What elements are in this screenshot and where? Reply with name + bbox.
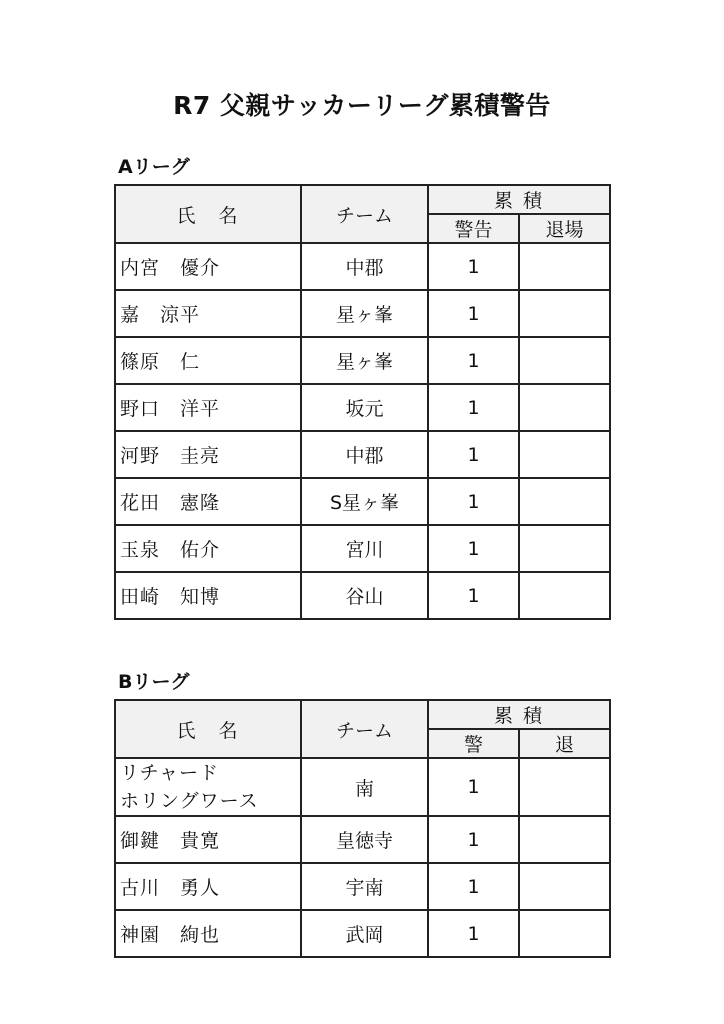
warning-count: 1 [428,816,519,863]
header-cumulative: 累 積 [428,700,610,729]
table-row [115,384,610,431]
sendoff-count [519,910,610,957]
player-team: S星ヶ峯 [301,478,428,525]
table-row [115,290,610,337]
player-name: 御鍵 貴寛 [115,816,301,863]
page-title: R7 父親サッカーリーグ累積警告 [173,91,551,120]
table-row [115,910,610,957]
player-name-line-2: ホリングワース [120,790,259,812]
player-team: 中郡 [301,243,428,290]
warning-count: 1 [428,910,519,957]
player-team: 皇徳寺 [301,816,428,863]
header-warning: 警告 [428,214,519,243]
player-name: 河野 圭亮 [115,431,301,478]
player-team: 宇南 [301,863,428,910]
player-team: 谷山 [301,572,428,619]
player-team: 星ヶ峯 [301,337,428,384]
table-row [115,758,610,816]
player-name: 田崎 知博 [115,572,301,619]
player-name [115,758,301,816]
league-a-table [114,184,611,620]
player-team: 星ヶ峯 [301,290,428,337]
sendoff-count [519,758,610,816]
sendoff-count [519,525,610,572]
table-row [115,863,610,910]
table-row [115,525,610,572]
player-name: 神園 絢也 [115,910,301,957]
table-row [115,478,610,525]
header-row-top [115,185,610,214]
player-name: 内宮 優介 [115,243,301,290]
warning-count: 1 [428,478,519,525]
player-name: 嘉 涼平 [115,290,301,337]
table-row [115,431,610,478]
player-name: 篠原 仁 [115,337,301,384]
header-cumulative: 累 積 [428,185,610,214]
warning-count: 1 [428,243,519,290]
player-team: 南 [301,758,428,816]
warning-count: 1 [428,758,519,816]
sendoff-count [519,572,610,619]
warning-count: 1 [428,431,519,478]
player-team: 坂元 [301,384,428,431]
header-warning: 警 [428,729,519,758]
sendoff-count [519,431,610,478]
header-team: チーム [301,700,428,758]
player-team: 武岡 [301,910,428,957]
league-b-label: Bリーグ [118,671,190,693]
sendoff-count [519,863,610,910]
player-team: 中郡 [301,431,428,478]
header-team: チーム [301,185,428,243]
table-row [115,816,610,863]
sendoff-count [519,478,610,525]
header-row-top [115,700,610,729]
player-name: 野口 洋平 [115,384,301,431]
player-name: 玉泉 佑介 [115,525,301,572]
sendoff-count [519,384,610,431]
league-b-table [114,699,611,958]
player-name-line-1: リチャード [120,762,220,784]
sendoff-count [519,816,610,863]
header-name: 氏 名 [115,700,301,758]
player-name: 花田 憲隆 [115,478,301,525]
table-row [115,337,610,384]
warning-count: 1 [428,337,519,384]
sendoff-count [519,337,610,384]
header-name: 氏 名 [115,185,301,243]
table-row [115,243,610,290]
sendoff-count [519,243,610,290]
sendoff-count [519,290,610,337]
league-a-label: Aリーグ [118,156,190,178]
player-team: 宮川 [301,525,428,572]
warning-count: 1 [428,863,519,910]
warning-count: 1 [428,525,519,572]
warning-count: 1 [428,290,519,337]
warning-count: 1 [428,384,519,431]
header-sendoff: 退場 [519,214,610,243]
player-name: 古川 勇人 [115,863,301,910]
table-row [115,572,610,619]
header-sendoff: 退 [519,729,610,758]
warning-count: 1 [428,572,519,619]
